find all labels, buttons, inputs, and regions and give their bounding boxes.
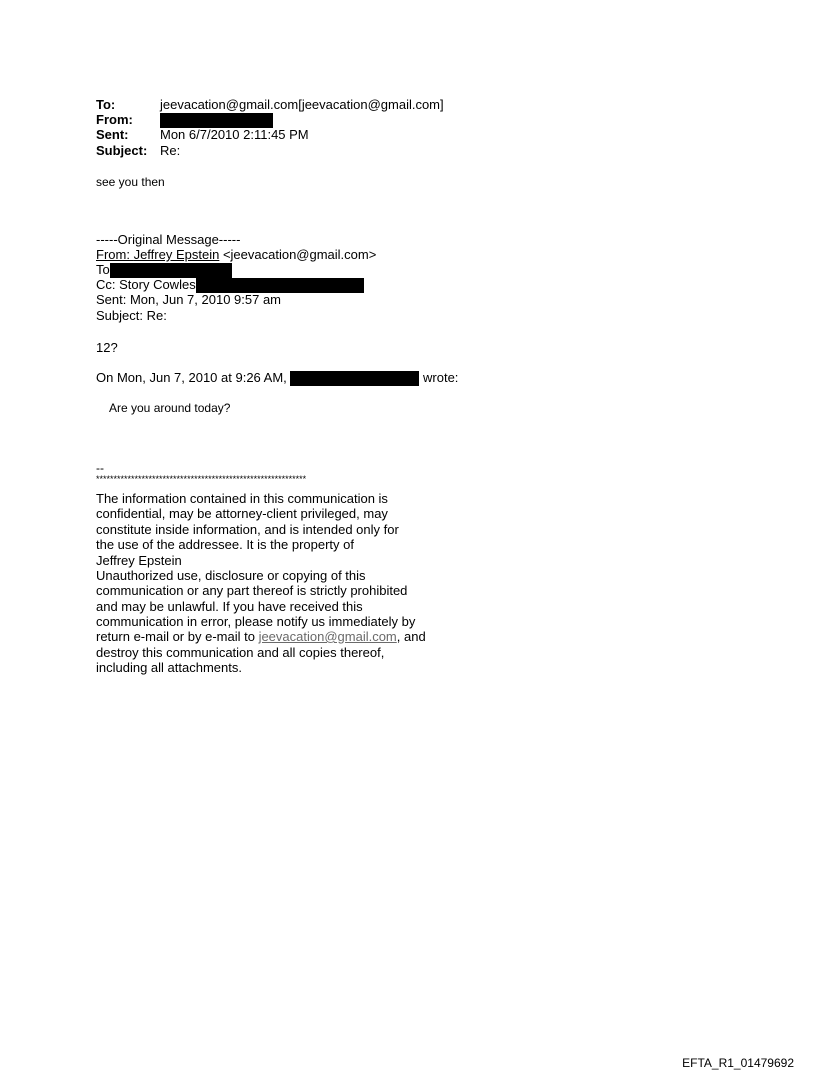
to-label: To: — [96, 97, 116, 112]
disclaimer-line: destroy this communication and all copies thereof, — [96, 645, 385, 660]
original-cc-line — [96, 277, 364, 293]
disclaimer-line: constitute inside information, and is intended only for — [96, 522, 399, 537]
subject-label: Subject: — [96, 143, 148, 158]
disclaimer-line: Jeffrey Epstein — [96, 553, 182, 568]
disclaimer-notify-line — [96, 629, 426, 644]
disclaimer-line: Unauthorized use, disclosure or copying of this — [96, 568, 366, 583]
original-sent-line: Sent: Mon, Jun 7, 2010 9:57 am — [96, 292, 282, 307]
subject-value: Re: — [160, 143, 181, 158]
sent-value: Mon 6/7/2010 2:11:45 PM — [160, 127, 309, 142]
original-from-line — [96, 247, 376, 262]
original-cc-prefix: Cc: Story Cowles — [96, 277, 196, 292]
original-from-prefix: From: — [96, 247, 134, 262]
disclaimer-line: the use of the addressee. It is the property of — [96, 537, 354, 552]
to-value: jeevacation@gmail.com[jeevacation@gmail.com] — [160, 97, 444, 112]
original-to-line — [96, 262, 232, 278]
disclaimer-line: communication or any part thereof is strictly prohibited — [96, 583, 408, 598]
quote-intro-line — [96, 370, 458, 386]
redaction-block — [110, 263, 232, 278]
document-id: EFTA_R1_01479692 — [682, 1056, 794, 1070]
disclaimer-line: including all attachments. — [96, 660, 242, 675]
redaction-block — [196, 278, 364, 293]
reply-text: see you then — [96, 175, 165, 189]
disclaimer-line: The information contained in this communication is — [96, 491, 388, 506]
disclaimer-line: communication in error, please notify us immediately by — [96, 614, 416, 629]
original-to-prefix: To — [96, 262, 110, 277]
original-message-text: 12? — [96, 340, 118, 355]
notify-email-link[interactable]: jeevacation@gmail.com — [258, 629, 397, 644]
disclaimer-line: and may be unlawful. If you have received this — [96, 599, 363, 614]
notify-suffix: , and — [396, 629, 426, 644]
original-message-divider: -----Original Message----- — [96, 232, 241, 247]
from-redaction — [160, 112, 273, 128]
quote-intro-suffix: wrote: — [419, 370, 459, 385]
redaction-block — [290, 371, 419, 386]
original-from-name: Jeffrey Epstein — [133, 247, 220, 262]
quoted-text: Are you around today? — [109, 401, 231, 415]
quote-intro-prefix: On Mon, Jun 7, 2010 at 9:26 AM, — [96, 370, 291, 385]
from-label: From: — [96, 112, 133, 127]
disclaimer-line: confidential, may be attorney-client privileged, may — [96, 506, 388, 521]
signature-dashes: -- — [96, 461, 104, 475]
sent-label: Sent: — [96, 127, 129, 142]
original-subject-line: Subject: Re: — [96, 308, 167, 323]
signature-stars: ************************************************************ — [96, 474, 307, 484]
original-from-email: <jeevacation@gmail.com> — [219, 247, 377, 262]
redaction-block — [160, 113, 273, 128]
notify-prefix: return e-mail or by e-mail to — [96, 629, 259, 644]
